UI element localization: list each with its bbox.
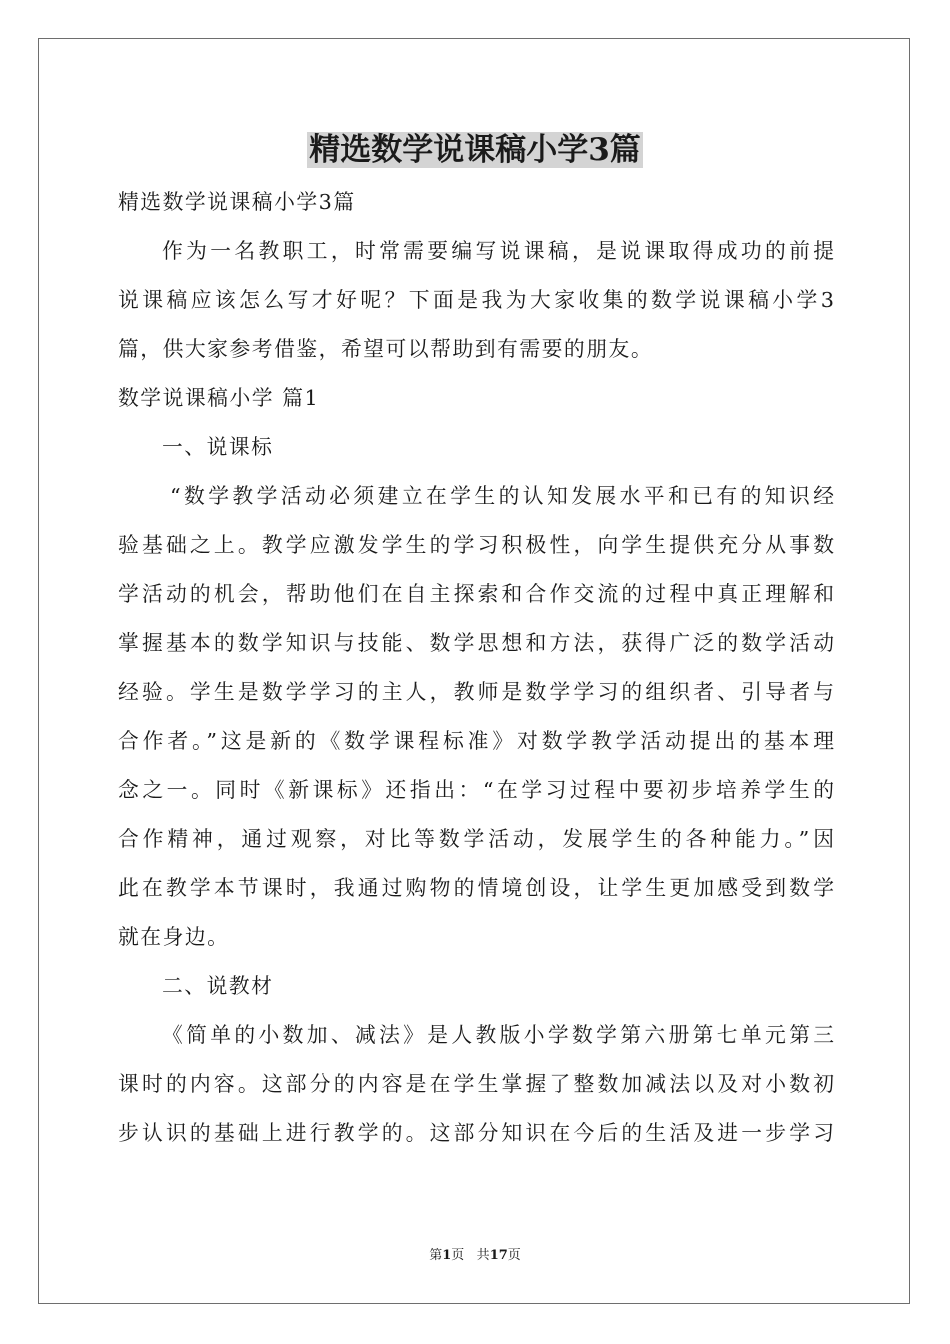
paragraph-line: 合作者。”这是新的《数学课程标准》对数学教学活动提出的基本理: [118, 729, 834, 753]
paragraph-line: 经验。学生是数学学习的主人，教师是数学学习的组织者、引导者与: [118, 680, 834, 704]
page-number: 1: [442, 1248, 452, 1263]
section-heading-1: 数学说课稿小学 篇1: [118, 386, 320, 410]
paragraph-line: 步认识的基础上进行教学的。这部分知识在今后的生活及进一步学习: [118, 1121, 834, 1145]
total-pages: 17: [489, 1248, 508, 1263]
subtitle-line: 精选数学说课稿小学3篇: [118, 190, 356, 214]
paragraph-line: “数学教学活动必须建立在学生的认知发展水平和已有的知识经: [170, 484, 834, 508]
page-footer: [0, 1246, 950, 1266]
paragraph-line: 验基础之上。教学应激发学生的学习积极性，向学生提供充分从事数: [118, 533, 834, 557]
paragraph-line: 《简单的小数加、减法》是人教版小学数学第六册第七单元第三: [162, 1023, 834, 1047]
paragraph-line: 课时的内容。这部分的内容是在学生掌握了整数加减法以及对小数初: [118, 1072, 834, 1096]
paragraph-line: 掌握基本的数学知识与技能、数学思想和方法，获得广泛的数学活动: [118, 631, 834, 655]
intro-line-2: 说课稿应该怎么写才好呢？下面是我为大家收集的数学说课稿小学3: [118, 288, 834, 312]
intro-line-3: 篇，供大家参考借鉴，希望可以帮助到有需要的朋友。: [118, 337, 654, 361]
document-title-text: 精选数学说课稿小学3篇: [309, 132, 641, 168]
paragraph-line: 就在身边。: [118, 925, 230, 949]
page-suffix: 页: [451, 1248, 465, 1263]
paragraph-line: 学活动的机会，帮助他们在自主探索和合作交流的过程中真正理解和: [118, 582, 834, 606]
document-title: [0, 128, 950, 172]
paragraph-line: 念之一。同时《新课标》还指出：“在学习过程中要初步培养学生的: [118, 778, 834, 802]
intro-line-1: 作为一名教职工，时常需要编写说课稿，是说课取得成功的前提: [162, 239, 834, 263]
subheading-textbook: 二、说教材: [162, 974, 274, 998]
paragraph-line: 合作精神，通过观察，对比等数学活动，发展学生的各种能力。”因: [118, 827, 834, 851]
total-prefix: 共: [476, 1248, 490, 1263]
page-prefix: 第: [429, 1248, 443, 1263]
paragraph-line: 此在教学本节课时，我通过购物的情境创设，让学生更加感受到数学: [118, 876, 834, 900]
total-suffix: 页: [507, 1248, 521, 1263]
subheading-curriculum: 一、说课标: [162, 435, 274, 459]
document-body: [118, 178, 834, 1158]
